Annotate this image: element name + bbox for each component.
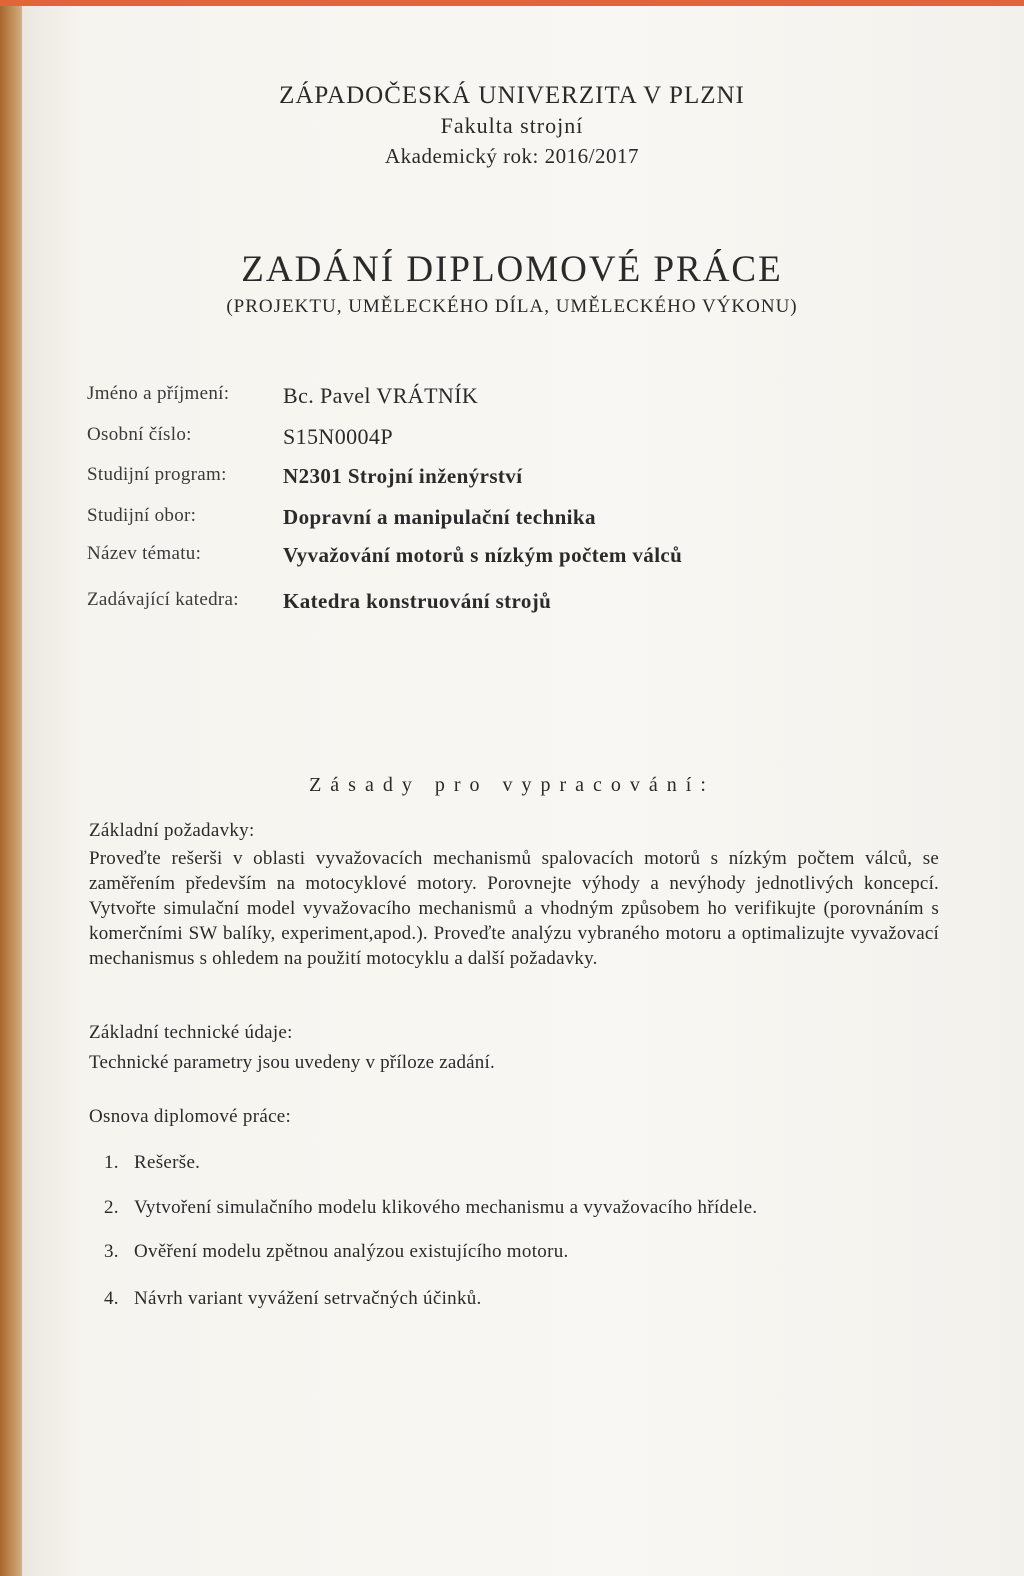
academic-year: Akademický rok: 2016/2017	[385, 144, 639, 168]
info-value: Dopravní a manipulační technika	[283, 505, 596, 529]
info-row-personal-number	[0, 424, 1024, 464]
outline-item-text: Vytvoření simulačního modelu klikového mechanismu a vyvažovacího hřídele.	[134, 1197, 758, 1218]
outline-item	[104, 1197, 757, 1219]
info-value: Katedra konstruování strojů	[283, 589, 552, 613]
outline-item-number: 3.	[104, 1241, 119, 1262]
document-subtitle: (PROJEKTU, UMĚLECKÉHO DÍLA, UMĚLECKÉHO VÝKONU)	[226, 296, 798, 317]
requirements-text: Proveďte rešerši v oblasti vyvažovacích mechanismů spalovacích motorů s nízkým počtem válců, se zaměřením především na motocyklové motory. Porovnejte výhody a nevýhody jednotlivých koncepcí. Vytvořte simulační model vyvažovacího mechanismů a vhodným způsobem ho verifikujte (porovnáním s komerčními SW balíky, experiment,apod.). Proveďte analýzu vybraného motoru a optimalizujte vyvažovací mechanismus s ohledem na použití motocyklu a další požadavky.	[89, 848, 939, 969]
technical-heading: Základní technické údaje:	[89, 1022, 293, 1043]
outline-heading: Osnova diplomové práce:	[89, 1106, 292, 1127]
info-label: Studijní obor:	[87, 505, 197, 526]
document-title: ZADÁNÍ DIPLOMOVÉ PRÁCE	[241, 249, 783, 290]
outline-item	[104, 1152, 200, 1174]
outline-item-number: 2.	[104, 1197, 119, 1218]
info-label: Zadávající katedra:	[87, 589, 239, 610]
outline-item-number: 1.	[104, 1152, 119, 1173]
info-row-name	[0, 383, 1024, 423]
info-row-study-field	[0, 505, 1024, 545]
university-name: ZÁPADOČESKÁ UNIVERZITA V PLZNI	[279, 82, 745, 109]
outline-item	[104, 1241, 569, 1263]
requirements-heading: Základní požadavky:	[89, 820, 255, 841]
info-label: Studijní program:	[87, 464, 227, 485]
info-label: Jméno a příjmení:	[87, 383, 230, 404]
info-value: Bc. Pavel VRÁTNÍK	[283, 383, 479, 408]
info-value: N2301 Strojní inženýrství	[283, 464, 523, 488]
info-row-study-program	[0, 464, 1024, 504]
info-value: Vyvažování motorů s nízkým počtem válců	[283, 543, 683, 567]
outline-item-text: Ověření modelu zpětnou analýzou existujícího motoru.	[134, 1241, 569, 1262]
info-label: Název tématu:	[87, 543, 202, 564]
outline-item-number: 4.	[104, 1288, 119, 1309]
section-heading: Zásady pro vypracování:	[309, 774, 715, 796]
faculty-name: Fakulta strojní	[440, 113, 584, 138]
info-row-department	[0, 589, 1024, 629]
info-value: S15N0004P	[283, 424, 393, 449]
outline-item-text: Rešerše.	[134, 1152, 201, 1173]
info-label: Osobní číslo:	[87, 424, 192, 445]
technical-text: Technické parametry jsou uvedeny v příloze zadání.	[89, 1052, 495, 1073]
outline-item-text: Návrh variant vyvážení setrvačných účinků.	[134, 1288, 482, 1309]
outline-item	[104, 1288, 482, 1310]
info-row-topic	[0, 543, 1024, 583]
